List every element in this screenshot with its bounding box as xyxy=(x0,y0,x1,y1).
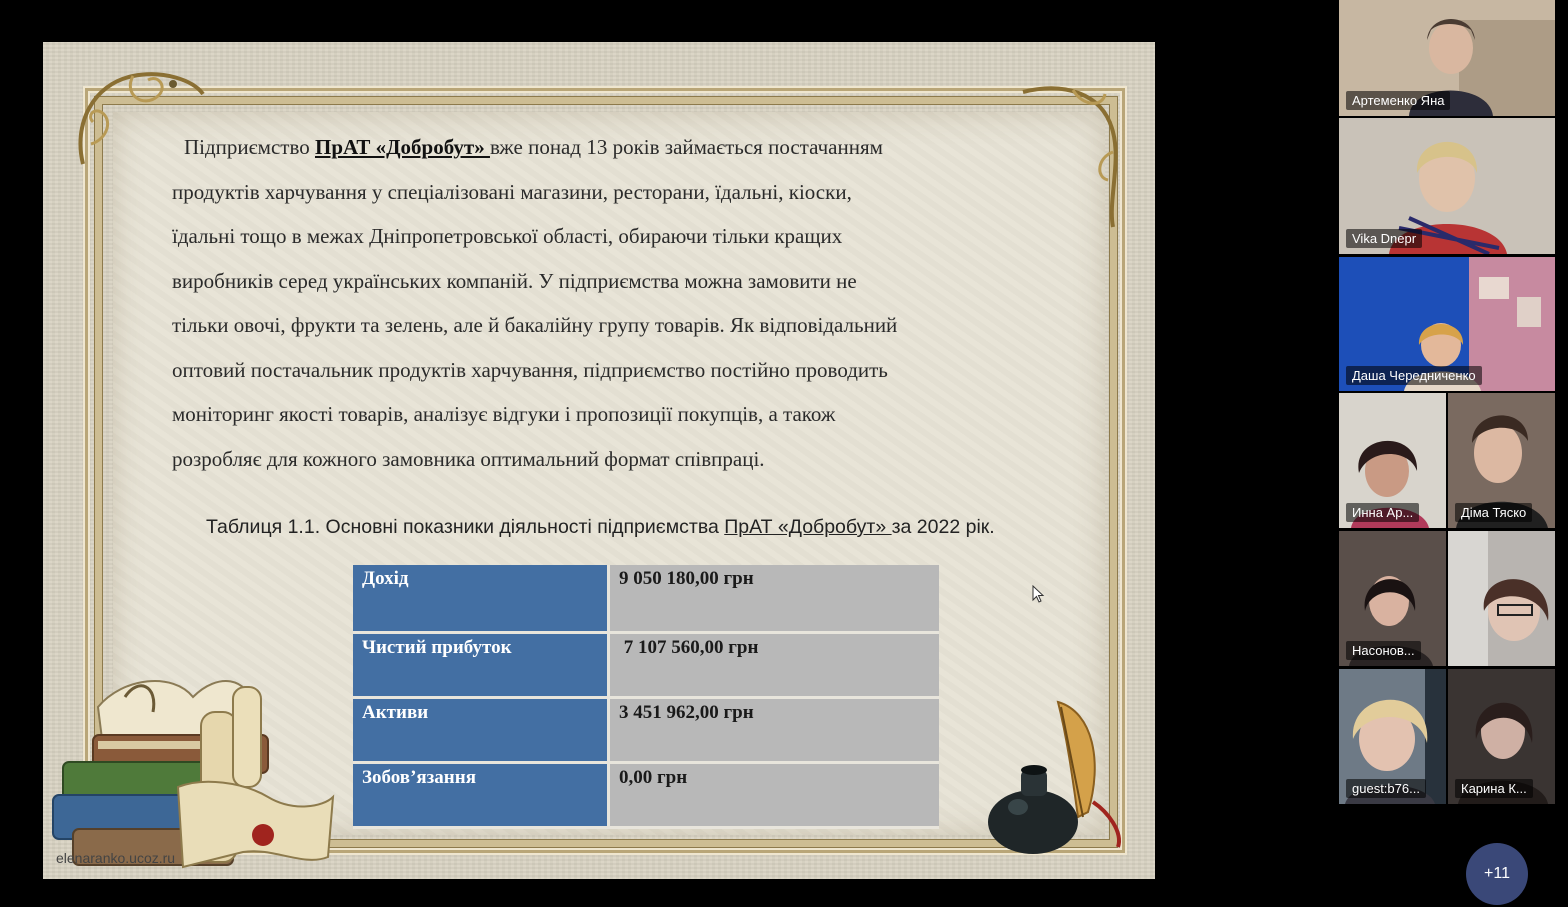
participant-tile[interactable] xyxy=(1448,531,1555,666)
row-value: 9 050 180,00 грн xyxy=(610,565,939,634)
watermark: elenaranko.ucoz.ru xyxy=(56,850,176,866)
table-row xyxy=(353,699,939,764)
caption-text: Таблиця 1.1. Основні показники діяльності підприємства xyxy=(206,516,725,538)
participant-tile[interactable] xyxy=(1339,0,1555,116)
participant-tile[interactable] xyxy=(1339,393,1446,528)
row-value: 7 107 560,00 грн xyxy=(610,634,939,699)
row-label: Дохід xyxy=(353,565,610,634)
participant-tile[interactable] xyxy=(1339,669,1446,804)
more-participants-button[interactable]: +11 xyxy=(1466,843,1528,905)
kpi-table xyxy=(353,565,939,829)
presentation-slide xyxy=(43,42,1155,879)
participant-name: guest:b76... xyxy=(1346,779,1426,798)
row-value: 3 451 962,00 грн xyxy=(610,699,939,764)
slide-paragraph xyxy=(172,125,1052,481)
paragraph-line: тільки овочі, фрукти та зелень, але й бакалійну групу товарів. Як відповідальний xyxy=(172,313,898,337)
mouse-cursor-icon xyxy=(1032,585,1046,605)
company-name: ПрАТ «Добробут» xyxy=(314,135,490,159)
paragraph-line: продуктів харчування у спеціалізовані магазини, ресторани, їдальні, кіоски, xyxy=(172,179,852,204)
participant-name: Vika Dnepr xyxy=(1346,229,1422,248)
participant-tile[interactable] xyxy=(1339,531,1446,666)
paragraph-line xyxy=(172,135,883,159)
table-caption xyxy=(206,516,995,539)
table-row xyxy=(353,634,939,699)
participant-name: Насонов... xyxy=(1346,641,1421,660)
caption-text: за 2022 рік. xyxy=(891,516,995,538)
participant-tile[interactable] xyxy=(1339,118,1555,254)
participant-name: Карина К... xyxy=(1455,779,1533,798)
table-row xyxy=(353,764,939,829)
table-row xyxy=(353,565,939,634)
paragraph-line: розробляє для кожного замовника оптимальний формат співпраці. xyxy=(172,446,765,471)
participant-tile[interactable] xyxy=(1448,669,1555,804)
paragraph-line: оптовий постачальник продуктів харчування, підприємство постійно проводить xyxy=(172,357,888,382)
paragraph-text: вже понад 13 років займається постачанням xyxy=(489,135,883,159)
row-label: Чистий прибуток xyxy=(353,634,610,699)
paragraph-line: їдальні тощо в межах Дніпропетровської області, обираючи тільки кращих xyxy=(172,224,843,248)
row-label: Активи xyxy=(353,699,610,764)
participant-tile[interactable] xyxy=(1339,257,1555,391)
row-label: Зобов’язання xyxy=(353,764,610,829)
paragraph-text: Підприємство xyxy=(184,135,315,159)
paragraph-line: моніторинг якості товарів, аналізує відгуки і пропозиції покупців, а також xyxy=(172,402,836,426)
participant-name: Артеменко Яна xyxy=(1346,91,1450,110)
participant-name: Инна Ар... xyxy=(1346,503,1419,522)
participant-name: Даша Чередниченко xyxy=(1346,366,1482,385)
participants-panel xyxy=(1339,0,1555,806)
participant-tile[interactable] xyxy=(1448,393,1555,528)
books-illustration xyxy=(43,657,343,879)
row-value: 0,00 грн xyxy=(610,764,939,829)
participant-video xyxy=(1448,531,1555,666)
company-name: ПрАТ «Добробут» xyxy=(724,516,892,538)
inkwell-quill-illustration xyxy=(983,692,1133,862)
paragraph-line: виробників серед українських компаній. У підприємства можна замовити не xyxy=(172,268,857,293)
participant-name: Діма Тяско xyxy=(1455,503,1532,522)
